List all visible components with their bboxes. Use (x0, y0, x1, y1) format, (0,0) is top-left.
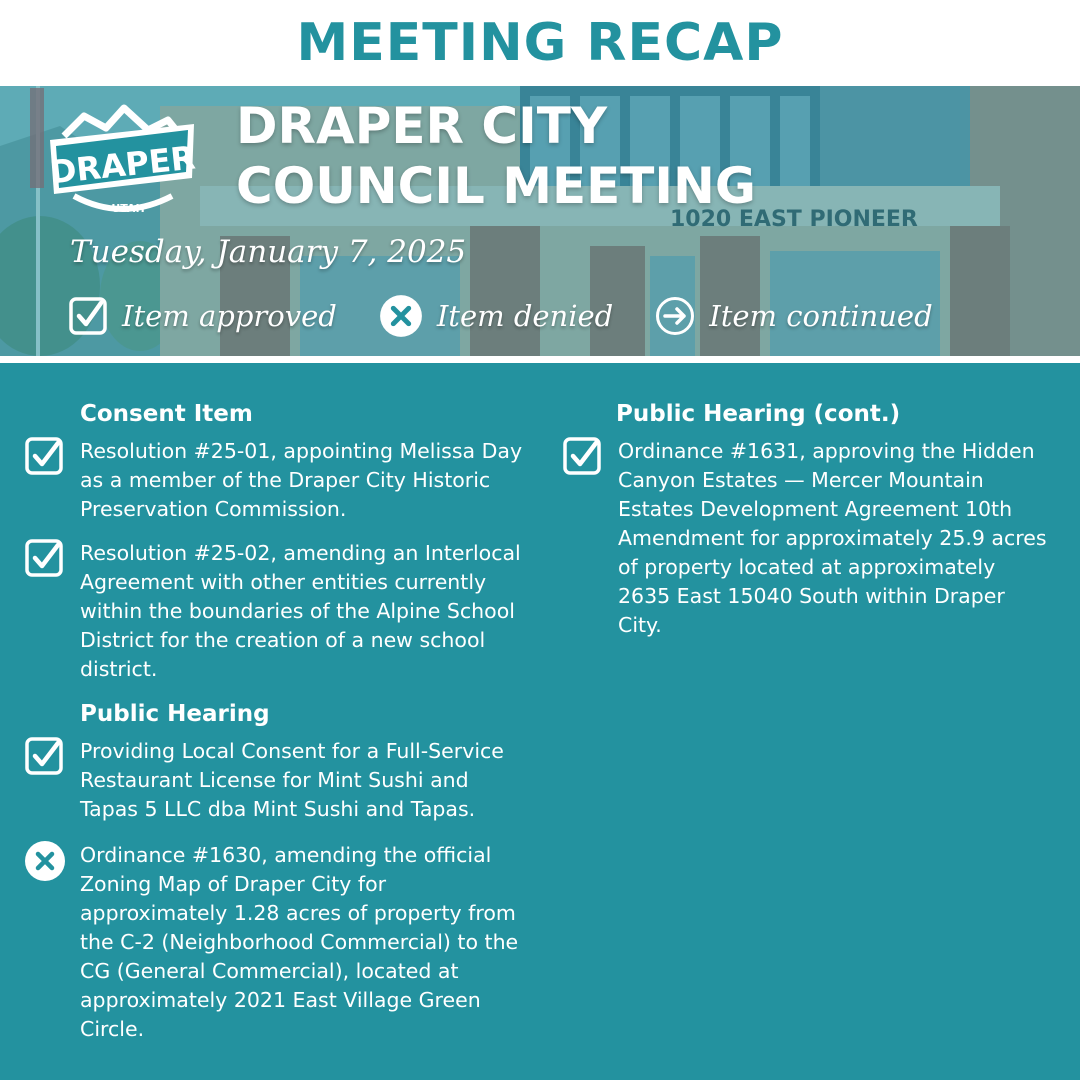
list-item (24, 437, 524, 524)
meeting-recap-title: MEETING RECAP (296, 13, 784, 73)
x-circle-icon (379, 294, 423, 338)
logo-utah-text: UTAH (111, 202, 145, 215)
agenda-content (0, 363, 1080, 1080)
item-text: Resolution #25-01, appointing Melissa Day as a member of the Draper City Historic Preservation Commission. (80, 439, 523, 521)
approved-check-icon (24, 735, 66, 777)
arrow-right-circle-icon (655, 296, 695, 336)
top-title-band (0, 0, 1080, 86)
list-item (24, 539, 524, 684)
approved-check-icon (562, 435, 604, 477)
checkbox-check-icon (68, 296, 108, 336)
building-address-sign: 1020 EAST PIONEER (670, 207, 918, 232)
item-text: Ordinance #1631, approving the Hidden Canyon Estates — Mercer Mountain Estates Development Agreement 10th Amendment for approximately 25.9 acres of property located at approximately 2635 East 15040 South within Draper City. (618, 439, 1047, 637)
list-item (562, 437, 1052, 640)
list-item (24, 737, 524, 824)
white-divider (0, 356, 1080, 363)
legend-denied (379, 294, 613, 338)
public-hearing-heading: Public Hearing (80, 701, 270, 727)
public-hearing-cont-heading: Public Hearing (cont.) (616, 401, 901, 427)
council-meeting-title: DRAPER CITY COUNCIL MEETING (236, 97, 756, 215)
consent-item-heading: Consent Item (80, 401, 253, 427)
item-text: Providing Local Consent for a Full-Service Restaurant License for Mint Sushi and Tapas 5 LLC dba Mint Sushi and Tapas. (80, 739, 504, 821)
meeting-date: Tuesday, January 7, 2025 (70, 234, 467, 270)
legend-continued (655, 296, 932, 336)
denied-x-icon (24, 839, 66, 881)
approved-check-icon (24, 435, 66, 477)
legend-approved (68, 296, 337, 336)
legend-continued-label: Item continued (709, 299, 933, 333)
draper-utah-logo (44, 100, 200, 220)
legend-denied-label: Item denied (436, 299, 614, 333)
logo-draper-text: DRAPER (47, 138, 198, 192)
item-text: Resolution #25-02, amending an Interlocal Agreement with other entities currently within the boundaries of the Alpine School District for the creation of a new school district. (80, 541, 521, 681)
item-text: Ordinance #1630, amending the official Zoning Map of Draper City for approximately 1.28 acres of property from the C-2 (Neighborhood Commercial) to the CG (General Commercial), located at approximately 2021 East Village Green Circle. (80, 843, 519, 1041)
hero-banner (0, 86, 1080, 356)
status-legend (68, 294, 975, 338)
legend-approved-label: Item approved (122, 299, 337, 333)
approved-check-icon (24, 537, 66, 579)
list-item (24, 841, 524, 1044)
